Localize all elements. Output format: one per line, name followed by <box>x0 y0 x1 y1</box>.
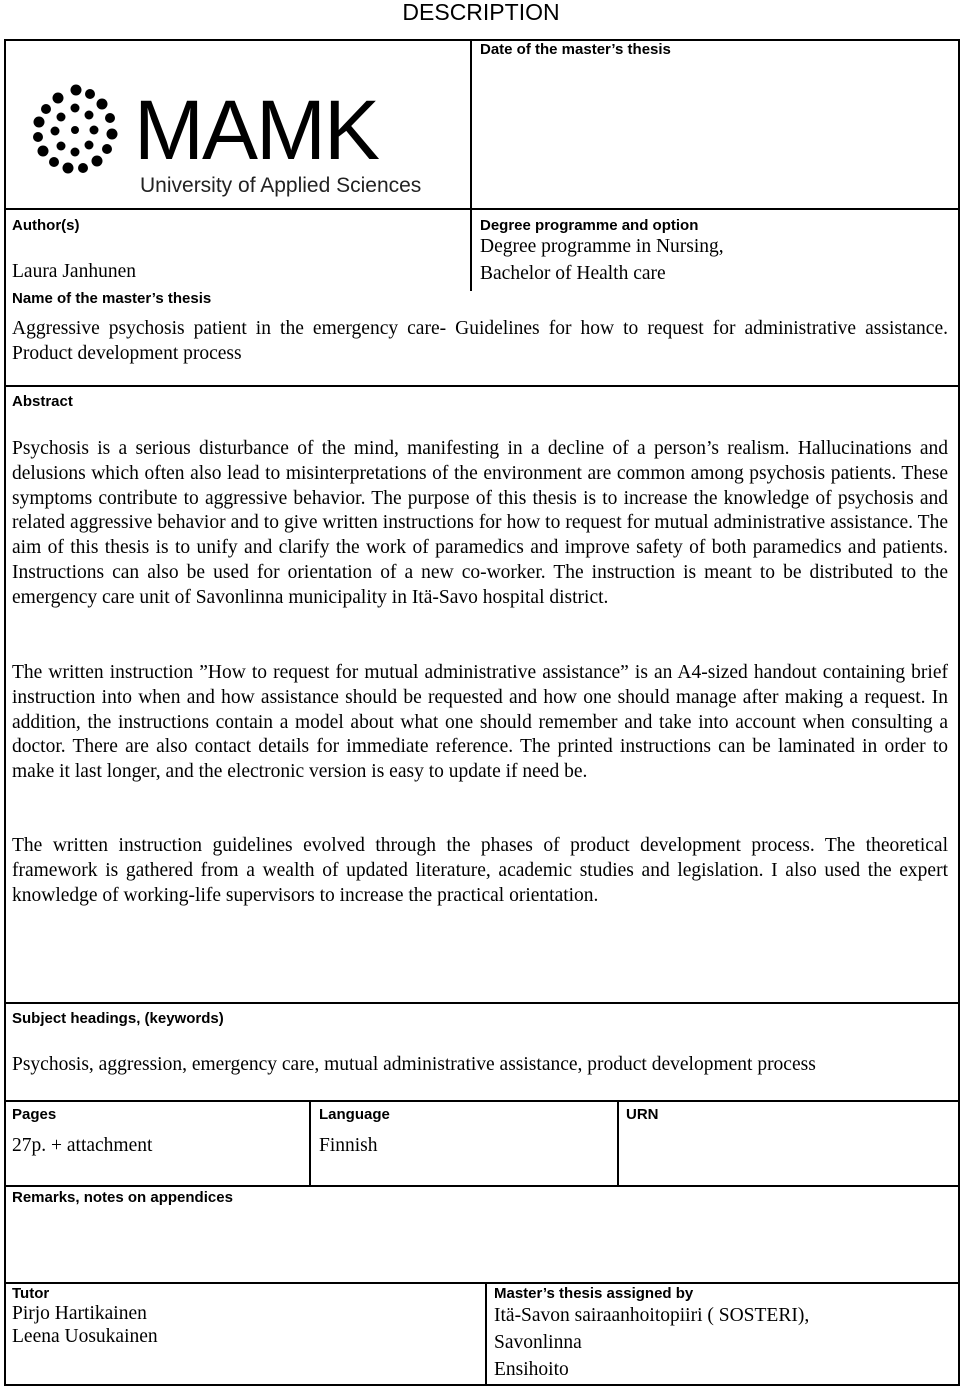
abstract-paragraph: The written instruction guidelines evolved through the phases of product development process. The theoretical framework is gathered from a wealth of updated literature, academic studies and legislation. I also used the expert knowledge of working-life supervisors to increase the practical orientation. <box>12 835 948 906</box>
divider <box>4 1282 960 1284</box>
assigned-by-label: Master’s thesis assigned by <box>494 1285 694 1302</box>
abstract-paragraph: The written instruction ”How to request for mutual administrative assistance” is an A4-sized handout containing brief instruction into when and how assistance should be requested and how one should manage after making a request. In addition, the instructions contain a model about what one should remember and take into account when consulting a doctor. There are also contact details for immediate reference. The printed instructions can be laminated in order to make it last longer, and the electronic version is easy to update if need be. <box>12 662 948 783</box>
author-value: Laura Janhunen <box>12 261 136 282</box>
author-label: Author(s) <box>12 217 80 234</box>
keywords-label: Subject headings, (keywords) <box>12 1010 224 1027</box>
divider <box>470 39 472 291</box>
divider <box>617 1100 619 1186</box>
remarks-label: Remarks, notes on appendices <box>12 1189 233 1206</box>
thesis-name-value: Aggressive psychosis patient in the emergency care- Guidelines for how to request for administrative assistance. Product development process <box>12 318 948 364</box>
degree-line-2: Bachelor of Health care <box>480 263 666 284</box>
urn-label: URN <box>626 1106 659 1123</box>
assigned-by-line: Ensihoito <box>494 1359 569 1380</box>
tutor-name: Leena Uosukainen <box>12 1326 158 1347</box>
pages-value: 27p. + attachment <box>12 1135 153 1156</box>
degree-line-1: Degree programme in Nursing, <box>480 236 724 257</box>
assigned-by-line: Itä-Savon sairaanhoitopiiri ( SOSTERI), <box>494 1305 810 1326</box>
dots-logo-icon <box>26 82 126 182</box>
tutor-label: Tutor <box>12 1285 50 1302</box>
divider <box>4 385 960 387</box>
logo-wordmark: MAMK <box>134 83 378 177</box>
divider <box>4 1185 960 1187</box>
tutor-name: Pirjo Hartikainen <box>12 1303 147 1324</box>
mamk-logo <box>26 82 446 204</box>
page-title: DESCRIPTION <box>402 0 560 25</box>
abstract-paragraph: Psychosis is a serious disturbance of the mind, manifesting in a decline of a person’s realism. Hallucinations and delusions which often also lead to misinterpretations of the environment are common among psychosis patients. These symptoms contribute to aggressive behavior. The purpose of this thesis is to increase the knowledge of psychosis and related aggressive behavior and to give written instructions for how to request for mutual administrative assistance. The aim of this thesis is to unify and clarify the work of paramedics and improve safety of both paramedics and patients. Instructions can also be used for orientation of a new co-worker. The instruction is meant to be distributed to the emergency care unit of Savonlinna municipality in Itä-Savo hospital district. <box>12 438 948 608</box>
divider <box>309 1100 311 1186</box>
thesis-name-label: Name of the master’s thesis <box>12 290 212 307</box>
degree-label: Degree programme and option <box>480 217 699 234</box>
divider <box>4 1002 960 1004</box>
date-label: Date of the master’s thesis <box>480 41 671 58</box>
language-value: Finnish <box>319 1135 378 1156</box>
abstract-label: Abstract <box>12 393 73 410</box>
assigned-by-line: Savonlinna <box>494 1332 582 1353</box>
keywords-value: Psychosis, aggression, emergency care, mutual administrative assistance, product development process <box>12 1054 816 1075</box>
language-label: Language <box>319 1106 390 1123</box>
divider <box>4 208 960 210</box>
divider <box>4 1100 960 1102</box>
logo-subtitle: University of Applied Sciences <box>140 174 422 197</box>
divider <box>485 1282 487 1386</box>
pages-label: Pages <box>12 1106 57 1123</box>
